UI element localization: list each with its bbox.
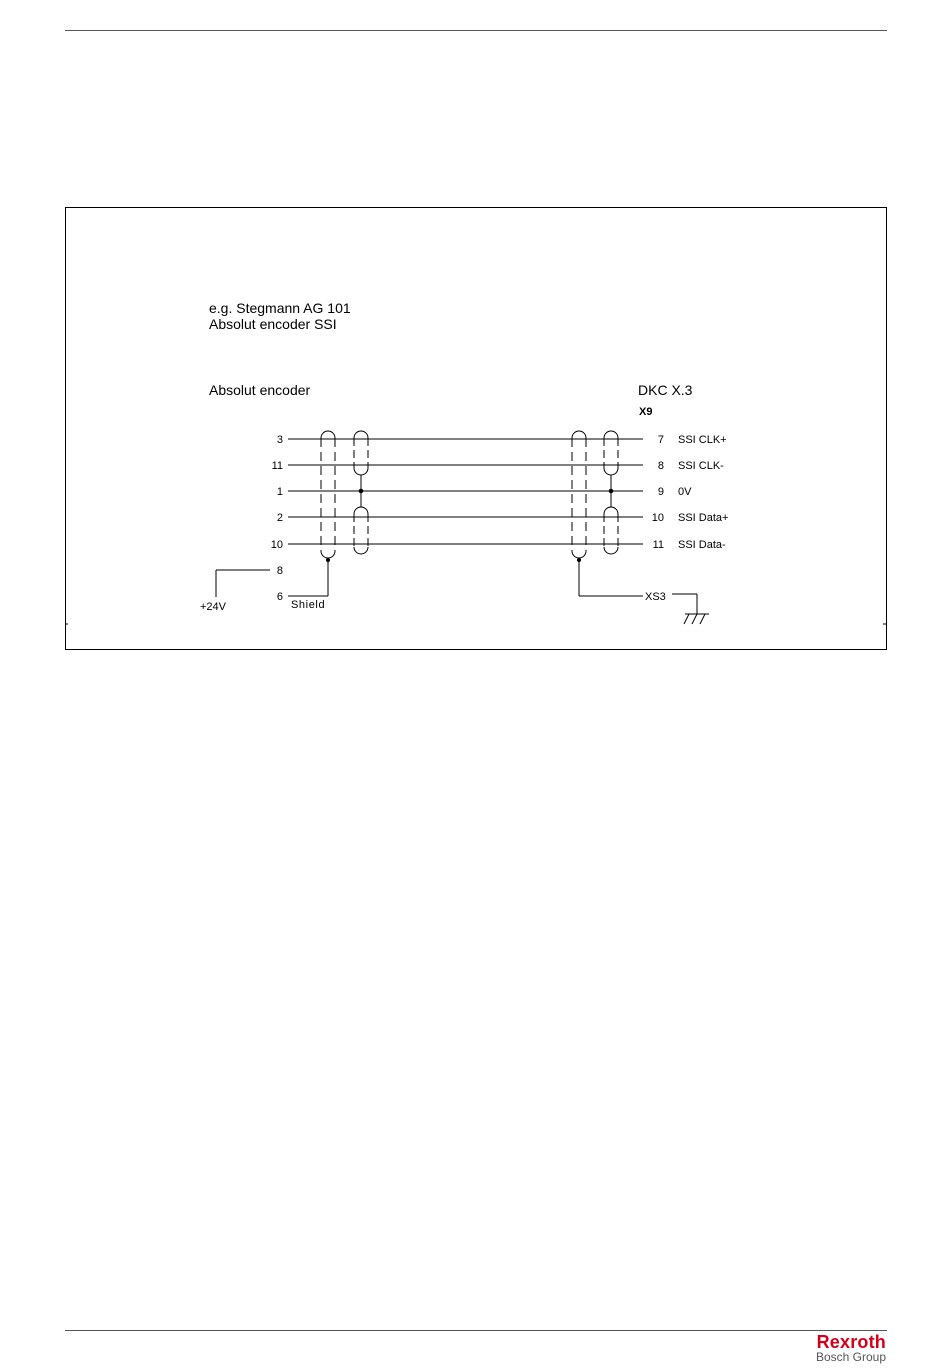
- brand-name: Rexroth: [816, 1332, 886, 1352]
- ground-icon: [672, 594, 709, 624]
- right-pin-label: 7: [657, 434, 664, 446]
- drain-left: [359, 475, 363, 507]
- encoder-model-title: e.g. Stegmann AG 101: [209, 300, 351, 316]
- connector-label: X9: [639, 406, 653, 418]
- brand-logo: [816, 1333, 886, 1364]
- left-pin-label: 11: [271, 460, 283, 472]
- wire-row-4: [277, 512, 729, 524]
- shield-drain-right: [577, 558, 643, 596]
- supply-label: +24V: [200, 601, 226, 613]
- ground-label: XS3: [645, 591, 666, 603]
- right-pin-label: 8: [657, 460, 664, 472]
- diagram-frame: [66, 208, 887, 650]
- signal-label: SSI Data+: [678, 512, 729, 524]
- signal-label: SSI CLK-: [678, 460, 724, 472]
- signal-label: 0V: [678, 486, 692, 498]
- left-pin-label: 3: [276, 434, 283, 446]
- pin-6-label: 6: [276, 591, 283, 603]
- wire-row-1: [277, 434, 727, 446]
- shield-drain-left: [288, 558, 330, 596]
- right-pin-label: 10: [651, 512, 664, 524]
- shield-label: Shield: [291, 599, 326, 611]
- encoder-type-title: Absolut encoder SSI: [209, 316, 337, 332]
- signal-label: SSI CLK+: [678, 434, 727, 446]
- pair-shield-left-data: [354, 507, 368, 554]
- left-header: Absolut encoder: [209, 382, 311, 398]
- footer-rule: [65, 1330, 887, 1331]
- wire-row-2: [272, 460, 725, 472]
- pin-8-label: 8: [276, 565, 283, 577]
- right-header: DKC X.3: [638, 382, 693, 398]
- pair-shield-left-clk: [354, 431, 368, 475]
- pair-shield-right-data: [604, 507, 618, 554]
- wire-row-5: [271, 539, 726, 551]
- left-pin-label: 10: [270, 539, 283, 551]
- outer-shield-left: [321, 431, 335, 558]
- signal-label: SSI Data-: [678, 539, 726, 551]
- outer-shield-right: [572, 431, 586, 558]
- right-pin-label: 11: [652, 539, 664, 551]
- right-pin-label: 9: [657, 486, 664, 498]
- pair-shield-right-clk: [604, 431, 618, 475]
- supply-line: [216, 570, 270, 597]
- left-pin-label: 2: [276, 512, 283, 524]
- left-pin-label: 1: [276, 486, 283, 498]
- brand-group: Bosch Group: [815, 1350, 886, 1364]
- wire-row-3: [277, 486, 692, 498]
- drain-right: [609, 475, 613, 507]
